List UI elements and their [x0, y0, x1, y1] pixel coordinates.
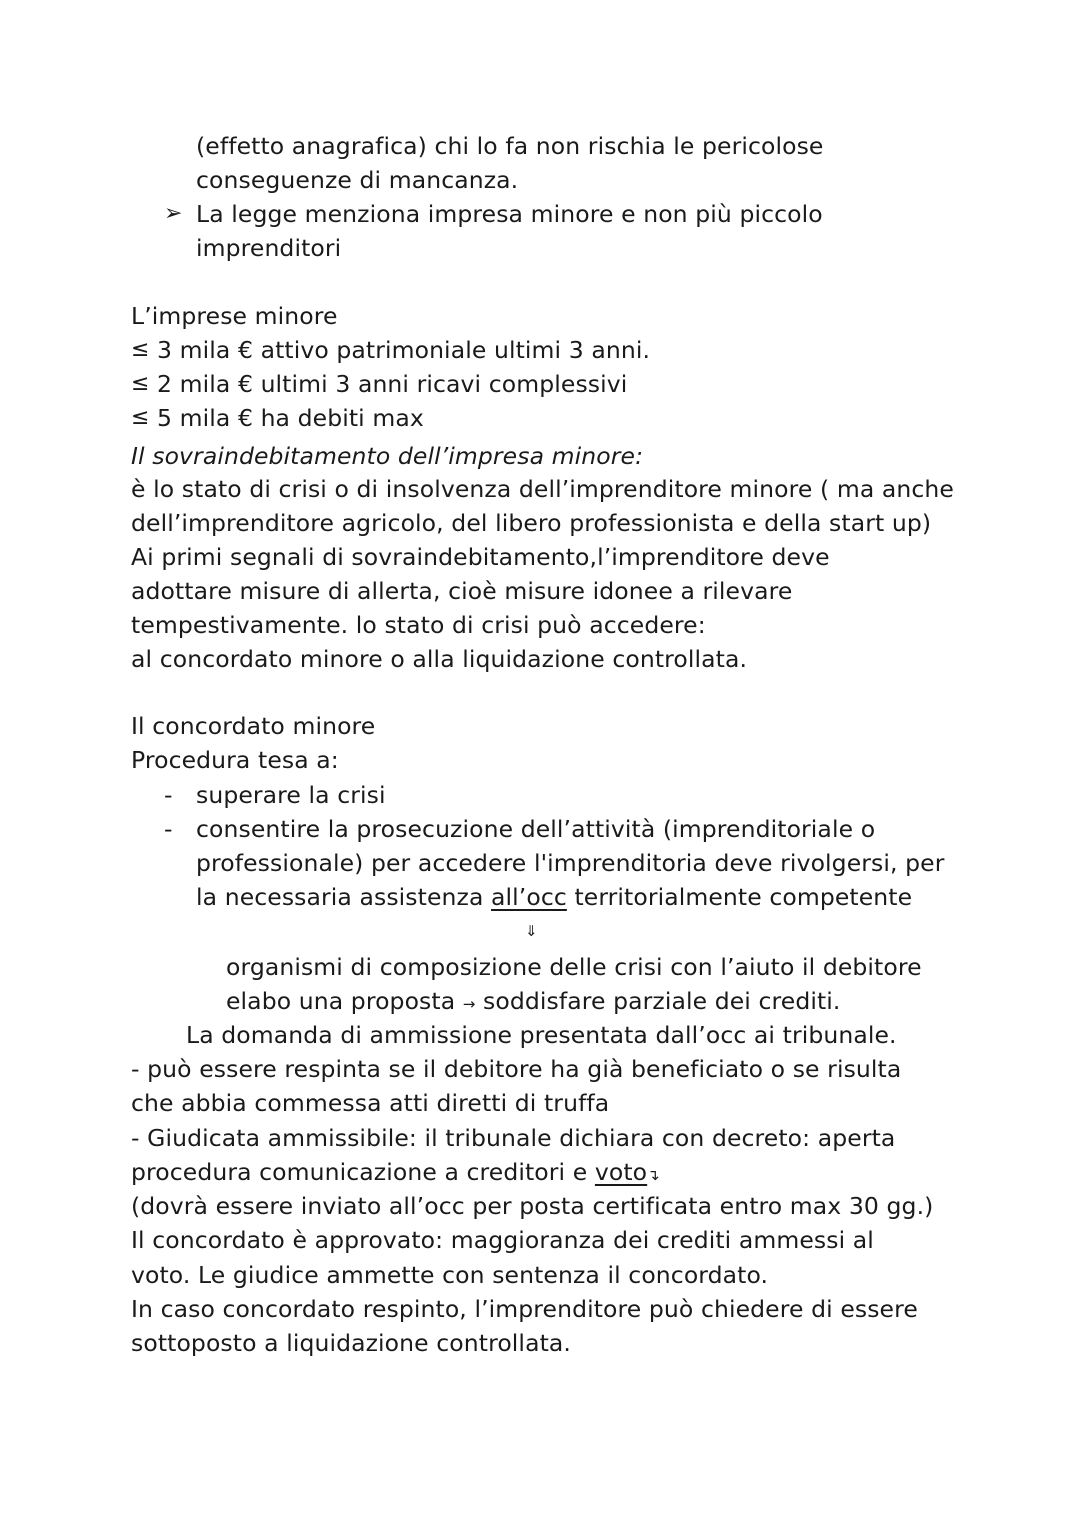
list-item: superare la crisi [196, 781, 386, 809]
section-heading: Il sovraindebitamento dell’impresa minore: [131, 442, 644, 470]
list-item: 3 mila € attivo patrimoniale ultimi 3 anni. [157, 336, 651, 364]
list-item: 2 mila € ultimi 3 anni ricavi complessivi [157, 370, 628, 398]
text-line: al concordato minore o alla liquidazione controllata. [131, 645, 748, 673]
text-line: In caso concordato respinto, l’imprenditore può chiedere di essere [131, 1295, 918, 1323]
text-line: conseguenze di mancanza. [196, 166, 519, 194]
text-line: Il concordato è approvato: maggioranza dei crediti ammessi al [131, 1226, 874, 1254]
text-line: - può essere respinta se il debitore ha già beneficiato o se risulta [131, 1055, 902, 1083]
text-line: La domanda di ammissione presentata dall’occ ai tribunale. [186, 1021, 897, 1049]
text-line: - Giudicata ammissibile: il tribunale dichiara con decreto: aperta [131, 1124, 896, 1152]
list-item: consentire la prosecuzione dell’attività (imprenditoriale o [196, 815, 876, 843]
less-equal-icon: ≤ [131, 337, 150, 362]
underlined-term: all’occ [491, 883, 567, 911]
text-line: procedura comunicazione a creditori e voto↴ [131, 1158, 660, 1186]
underlined-term: voto [594, 1158, 648, 1186]
text-line: voto. Le giudice ammette con sentenza il concordato. [131, 1261, 769, 1289]
text-line: dell’imprenditore agricolo, del libero professionista e della start up) [131, 509, 932, 537]
text-line: professionale) per accedere l'imprenditoria deve rivolgersi, per [196, 849, 945, 877]
list-item: 5 mila € ha debiti max [157, 404, 424, 432]
text-line: (effetto anagrafica) chi lo fa non rischia le pericolose [196, 132, 824, 160]
text-line: La legge menziona impresa minore e non più piccolo [196, 200, 823, 228]
text-line: che abbia commessa atti diretti di truffa [131, 1089, 610, 1117]
text-line: (dovrà essere inviato all’occ per posta certificata entro max 30 gg.) [131, 1192, 934, 1220]
text-line: tempestivamente. lo stato di crisi può accedere: [131, 611, 706, 639]
text-line: elabo una proposta → soddisfare parziale dei crediti. [226, 987, 841, 1015]
less-equal-icon: ≤ [131, 371, 150, 396]
text-line: la necessaria assistenza all’occ territorialmente competente [196, 883, 913, 911]
text-line: sottoposto a liquidazione controllata. [131, 1329, 571, 1357]
section-heading: Il concordato minore [131, 712, 376, 740]
text-line: adottare misure di allerta, cioè misure idonee a rilevare [131, 577, 793, 605]
text-line: è lo stato di crisi o di insolvenza dell’imprenditore minore ( ma anche [131, 475, 954, 503]
section-heading: L’imprese minore [131, 302, 338, 330]
curved-arrow-icon: ↴ [647, 1166, 660, 1184]
arrow-bullet-icon: ➢ [164, 201, 183, 226]
text-line: Ai primi segnali di sovraindebitamento,l’imprenditore deve [131, 543, 830, 571]
less-equal-icon: ≤ [131, 405, 150, 430]
text-line: imprenditori [196, 234, 342, 262]
dash-bullet: - [164, 781, 173, 809]
small-arrow-icon: → [462, 995, 476, 1013]
text-line: organismi di composizione delle crisi con l’aiuto il debitore [226, 953, 922, 981]
dash-bullet: - [164, 815, 173, 843]
down-arrow-icon: ⇓ [525, 922, 538, 940]
text-line: Procedura tesa a: [131, 746, 339, 774]
